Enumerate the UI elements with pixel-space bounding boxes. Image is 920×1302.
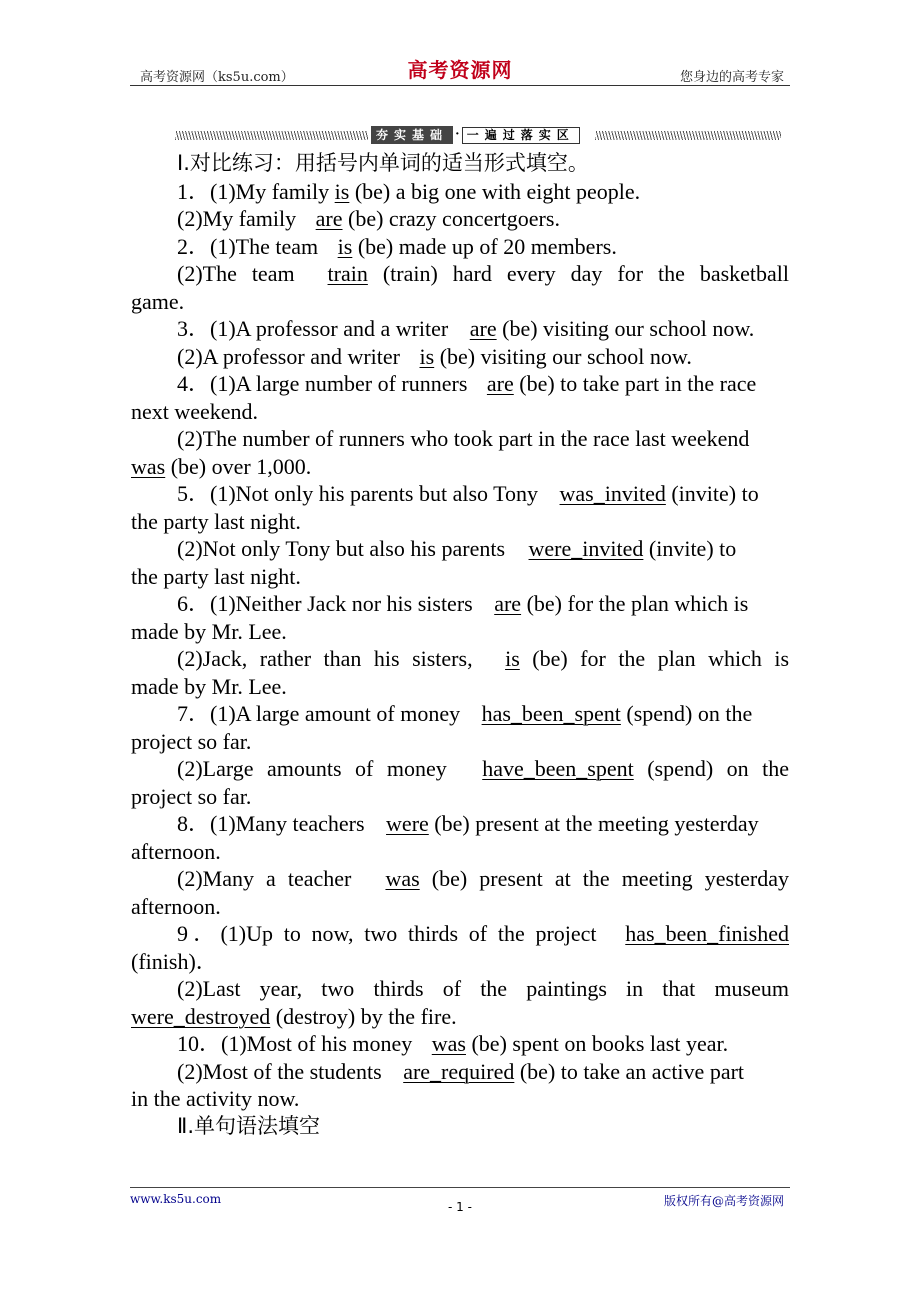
- question-line: afternoon.: [131, 893, 221, 919]
- answer-blank: are: [315, 206, 343, 231]
- header-site-name: 高考资源网（ks5u.com）: [140, 70, 294, 85]
- answer-blank: was: [385, 866, 420, 891]
- section-heading-2: Ⅱ.单句语法填空: [177, 1113, 321, 1138]
- question-text: 10．(1)Most of his money: [177, 1031, 418, 1056]
- answer-blank: are_required: [403, 1058, 515, 1084]
- question-line: [131, 233, 789, 261]
- question-text: (be) a big one with eight people.: [349, 178, 641, 204]
- question-line: (finish)．: [131, 948, 218, 974]
- question-line: [131, 343, 789, 371]
- question-text: 4．(1)A large number of runners: [177, 371, 473, 396]
- banner-separator: ·: [455, 127, 460, 142]
- question-text: (2)Most of the students: [177, 1058, 388, 1084]
- question-line: [131, 865, 789, 893]
- answer-blank: have_been_spent: [482, 756, 634, 781]
- question-line: [131, 453, 789, 481]
- banner-title: [371, 126, 580, 144]
- answer-blank: are: [469, 316, 497, 341]
- section-banner: [175, 126, 781, 144]
- question-text: (invite) to: [665, 481, 759, 506]
- question-line: in the activity now.: [131, 1086, 300, 1111]
- answer-blank: was: [131, 453, 166, 479]
- question-text: 5．(1)Not only his parents but also Tony: [177, 481, 544, 506]
- question-text: (2)Many a teacher: [177, 866, 364, 891]
- footer-divider: [130, 1187, 790, 1188]
- answer-blank: is: [337, 233, 353, 259]
- question-line: [131, 315, 789, 343]
- question-text: (2)The team: [177, 261, 310, 286]
- question-line: the party last night.: [131, 508, 301, 534]
- question-line: [131, 370, 789, 398]
- answer-blank: were_invited: [528, 536, 644, 561]
- question-text: 6．(1)Neither Jack nor his sisters: [177, 591, 479, 616]
- answer-blank: train: [327, 261, 368, 286]
- question-text: (be) present at the meeting yesterday: [428, 811, 759, 836]
- answer-blank: is: [334, 178, 350, 204]
- question-line: [131, 260, 789, 288]
- question-line: [131, 480, 789, 508]
- question-line: [131, 1003, 789, 1031]
- question-text: (2)Jack, rather than his sisters,: [177, 646, 486, 671]
- banner-light-label: 一遍过落实区: [462, 127, 580, 144]
- question-text: 2．(1)The team: [177, 233, 324, 259]
- question-text: (2)Not only Tony but also his parents: [177, 536, 511, 561]
- question-text: 7．(1)A large amount of money: [177, 701, 466, 726]
- answer-blank: are: [494, 591, 522, 616]
- question-text: (invite) to: [643, 536, 737, 561]
- question-text: (spend) on the: [633, 756, 790, 781]
- question-line: [131, 645, 789, 673]
- answer-blank: are: [486, 371, 514, 396]
- question-text: (2)Large amounts of money: [177, 756, 461, 781]
- answer-blank: were: [386, 811, 429, 836]
- question-line: the party last night.: [131, 563, 301, 589]
- question-text: (be) made up of 20 members.: [352, 233, 617, 259]
- question-line: [131, 1058, 789, 1086]
- question-text: (be) visiting our school now.: [496, 316, 755, 341]
- answer-blank: has_been_finished: [625, 921, 789, 946]
- banner-hatch-left: [175, 131, 368, 140]
- answer-blank: was: [431, 1031, 466, 1056]
- question-line: (2)Last year, two thirds of the paintings in that museum: [177, 976, 789, 1001]
- footer-copyright: 版权所有@高考资源网: [663, 1194, 784, 1208]
- question-text: 8．(1)Many teachers: [177, 811, 371, 836]
- question-line: [131, 590, 789, 618]
- header-divider: [130, 85, 790, 86]
- question-line: [131, 178, 789, 206]
- banner-dark-label: 夯实基础: [371, 126, 453, 144]
- section-heading-1: Ⅰ.对比练习：用括号内单词的适当形式填空。: [177, 151, 589, 175]
- question-text: 9．(1)Up to now, two thirds of the project: [177, 921, 608, 946]
- question-line: [131, 1030, 789, 1058]
- question-line: made by Mr. Lee.: [131, 618, 287, 644]
- footer-site-link[interactable]: www.ks5u.com: [130, 1192, 222, 1206]
- question-line: afternoon.: [131, 838, 221, 864]
- question-text: (be) crazy concertgoers.: [342, 206, 560, 231]
- question-text: (be) for the plan which is: [521, 591, 749, 616]
- question-text: (be) for the plan which is: [519, 646, 790, 671]
- question-text: (spend) on the: [620, 701, 753, 726]
- question-text: (be) visiting our school now.: [434, 343, 692, 369]
- question-line: [131, 920, 789, 948]
- question-line: next weekend.: [131, 398, 259, 424]
- question-line: (2)The number of runners who took part in the race last weekend: [177, 426, 750, 451]
- exercise-body: [131, 150, 789, 1140]
- page-header: [130, 54, 790, 84]
- question-text: (be) spent on books last year.: [465, 1031, 729, 1056]
- page-number: - 1 -: [448, 1200, 472, 1214]
- question-text: (2)My family: [177, 206, 302, 231]
- question-line: [131, 205, 789, 233]
- question-line: [131, 535, 789, 563]
- question-text: (be) over 1,000.: [165, 453, 312, 479]
- page-footer: [130, 1192, 790, 1216]
- question-line: [131, 700, 789, 728]
- question-line: project so far.: [131, 783, 252, 809]
- question-text: (be) present at the meeting yesterday: [419, 866, 789, 891]
- header-slogan: 您身边的高考专家: [679, 70, 784, 85]
- question-line: [131, 755, 789, 783]
- question-text: (2)A professor and writer: [177, 343, 406, 369]
- question-text: (be) to take part in the race: [513, 371, 757, 396]
- question-text: (be) to take an active part: [514, 1058, 745, 1084]
- question-line: game.: [131, 288, 185, 314]
- question-line: [131, 810, 789, 838]
- question-line: made by Mr. Lee.: [131, 673, 287, 699]
- answer-blank: is: [505, 646, 520, 671]
- question-text: 1．(1)My family: [177, 178, 335, 204]
- header-logo: 高考资源网: [407, 58, 513, 82]
- answer-blank: were_destroyed: [131, 1003, 271, 1029]
- question-line: project so far.: [131, 728, 252, 754]
- banner-hatch-right: [595, 131, 781, 140]
- answer-blank: was_invited: [559, 481, 666, 506]
- question-text: (train) hard every day for the basketball: [367, 261, 790, 286]
- answer-blank: is: [419, 343, 435, 369]
- question-text: (destroy) by the fire.: [270, 1003, 457, 1029]
- answer-blank: has_been_spent: [481, 701, 621, 726]
- question-text: 3．(1)A professor and a writer: [177, 316, 454, 341]
